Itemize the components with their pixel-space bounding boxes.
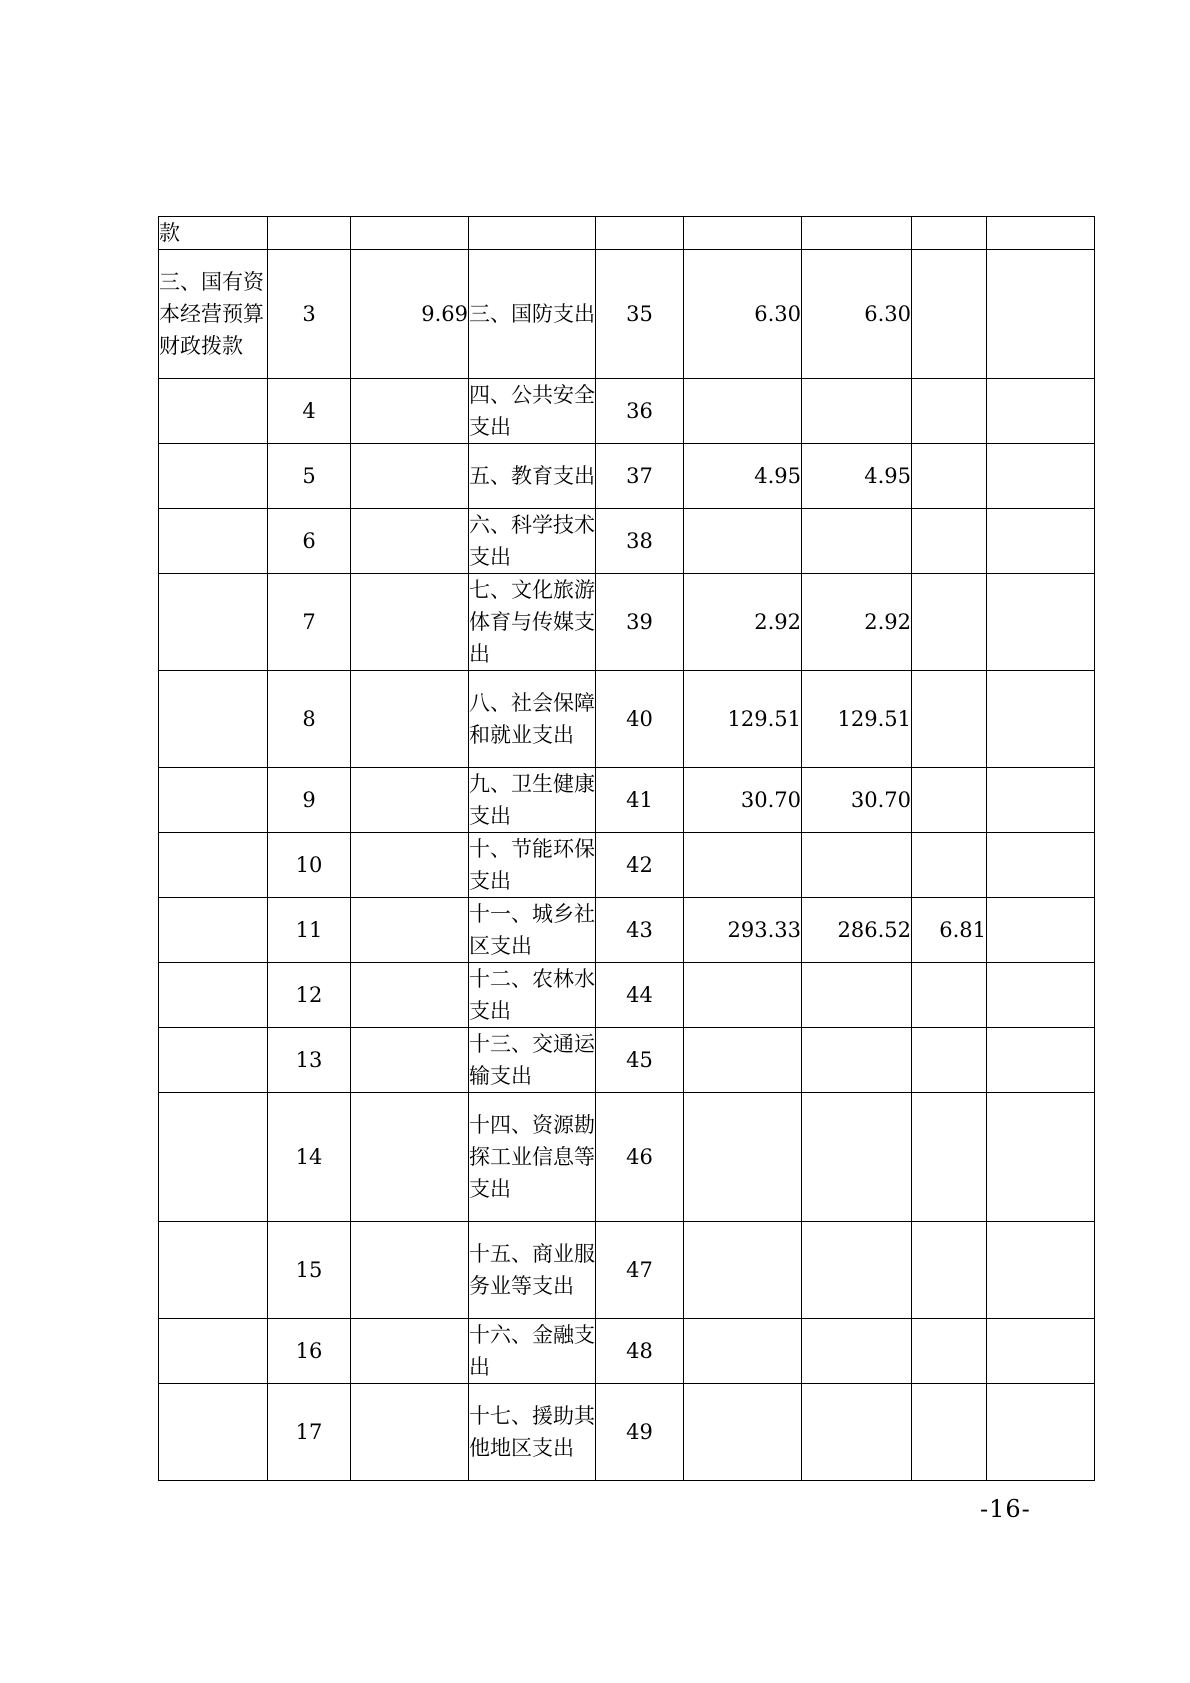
- expense-line-cell: 47: [596, 1222, 684, 1319]
- expense-line-cell: 48: [596, 1319, 684, 1384]
- expense-line-cell: 41: [596, 768, 684, 833]
- fund-budget-cell: [912, 379, 987, 444]
- page-number: -16-: [980, 1495, 1031, 1523]
- income-line-cell: 11: [268, 898, 351, 963]
- income-item-cell: 款: [159, 217, 268, 250]
- total-cell: [684, 1028, 802, 1093]
- expense-line-cell: 46: [596, 1093, 684, 1222]
- capital-budget-cell: [987, 833, 1095, 898]
- general-budget-cell: 286.52: [802, 898, 912, 963]
- income-item-cell: [159, 1093, 268, 1222]
- general-budget-cell: [802, 833, 912, 898]
- table-row: [159, 250, 1095, 379]
- income-line-cell: 4: [268, 379, 351, 444]
- income-line-cell: 6: [268, 509, 351, 574]
- expense-item-cell: 六、科学技术支出: [469, 509, 596, 574]
- fund-budget-cell: [912, 1222, 987, 1319]
- fund-budget-cell: [912, 250, 987, 379]
- total-cell: [684, 1384, 802, 1481]
- income-amount-cell: [351, 833, 469, 898]
- table-row: [159, 1093, 1095, 1222]
- table-row: [159, 963, 1095, 1028]
- general-budget-cell: 129.51: [802, 671, 912, 768]
- table-row: [159, 1319, 1095, 1384]
- capital-budget-cell: [987, 671, 1095, 768]
- general-budget-cell: [802, 1222, 912, 1319]
- income-line-cell: 12: [268, 963, 351, 1028]
- income-amount-cell: [351, 379, 469, 444]
- general-budget-cell: [802, 217, 912, 250]
- fund-budget-cell: [912, 509, 987, 574]
- total-cell: 6.30: [684, 250, 802, 379]
- table-row: [159, 1222, 1095, 1319]
- income-line-cell: 17: [268, 1384, 351, 1481]
- expense-item-cell: 十四、资源勘探工业信息等支出: [469, 1093, 596, 1222]
- expense-line-cell: 35: [596, 250, 684, 379]
- income-amount-cell: 9.69: [351, 250, 469, 379]
- fund-budget-cell: [912, 768, 987, 833]
- general-budget-cell: [802, 963, 912, 1028]
- expense-item-cell: 十七、援助其他地区支出: [469, 1384, 596, 1481]
- income-line-cell: 5: [268, 444, 351, 509]
- expense-line-cell: 43: [596, 898, 684, 963]
- fund-budget-cell: [912, 963, 987, 1028]
- table-row: [159, 1384, 1095, 1481]
- capital-budget-cell: [987, 379, 1095, 444]
- income-item-cell: [159, 444, 268, 509]
- capital-budget-cell: [987, 1319, 1095, 1384]
- income-item-cell: [159, 833, 268, 898]
- general-budget-cell: [802, 379, 912, 444]
- income-amount-cell: [351, 898, 469, 963]
- income-amount-cell: [351, 574, 469, 671]
- general-budget-cell: [802, 1384, 912, 1481]
- capital-budget-cell: [987, 898, 1095, 963]
- income-item-cell: [159, 671, 268, 768]
- fund-budget-cell: [912, 833, 987, 898]
- fund-budget-cell: [912, 444, 987, 509]
- general-budget-cell: 30.70: [802, 768, 912, 833]
- total-cell: 4.95: [684, 444, 802, 509]
- capital-budget-cell: [987, 509, 1095, 574]
- income-line-cell: 8: [268, 671, 351, 768]
- expense-line-cell: 42: [596, 833, 684, 898]
- capital-budget-cell: [987, 444, 1095, 509]
- expense-item-cell: 四、公共安全支出: [469, 379, 596, 444]
- income-line-cell: [268, 217, 351, 250]
- table-row: [159, 444, 1095, 509]
- income-amount-cell: [351, 1319, 469, 1384]
- total-cell: [684, 1319, 802, 1384]
- expense-item-cell: 十二、农林水支出: [469, 963, 596, 1028]
- expense-line-cell: 39: [596, 574, 684, 671]
- fund-budget-cell: [912, 1319, 987, 1384]
- total-cell: 2.92: [684, 574, 802, 671]
- table-row: [159, 574, 1095, 671]
- total-cell: 293.33: [684, 898, 802, 963]
- expense-item-cell: [469, 217, 596, 250]
- fund-budget-cell: [912, 1384, 987, 1481]
- table-row: [159, 671, 1095, 768]
- capital-budget-cell: [987, 217, 1095, 250]
- income-amount-cell: [351, 671, 469, 768]
- income-amount-cell: [351, 1028, 469, 1093]
- fund-budget-cell: [912, 671, 987, 768]
- total-cell: [684, 963, 802, 1028]
- fund-budget-cell: 6.81: [912, 898, 987, 963]
- expense-item-cell: 五、教育支出: [469, 444, 596, 509]
- income-line-cell: 15: [268, 1222, 351, 1319]
- expense-item-cell: 九、卫生健康支出: [469, 768, 596, 833]
- expense-item-cell: 十、节能环保支出: [469, 833, 596, 898]
- table-row: [159, 898, 1095, 963]
- fund-budget-cell: [912, 217, 987, 250]
- total-cell: 30.70: [684, 768, 802, 833]
- table-row: [159, 833, 1095, 898]
- table-row: [159, 1028, 1095, 1093]
- income-line-cell: 14: [268, 1093, 351, 1222]
- general-budget-cell: [802, 1319, 912, 1384]
- capital-budget-cell: [987, 574, 1095, 671]
- expense-line-cell: 38: [596, 509, 684, 574]
- capital-budget-cell: [987, 1093, 1095, 1222]
- income-line-cell: 9: [268, 768, 351, 833]
- total-cell: [684, 1093, 802, 1222]
- income-amount-cell: [351, 444, 469, 509]
- income-item-cell: [159, 768, 268, 833]
- expense-item-cell: 十六、金融支出: [469, 1319, 596, 1384]
- capital-budget-cell: [987, 1384, 1095, 1481]
- income-amount-cell: [351, 768, 469, 833]
- expense-item-cell: 十五、商业服务业等支出: [469, 1222, 596, 1319]
- total-cell: [684, 833, 802, 898]
- table-row: [159, 509, 1095, 574]
- fund-budget-cell: [912, 574, 987, 671]
- fund-budget-cell: [912, 1093, 987, 1222]
- capital-budget-cell: [987, 768, 1095, 833]
- income-line-cell: 13: [268, 1028, 351, 1093]
- general-budget-cell: [802, 1028, 912, 1093]
- budget-table: [158, 216, 1095, 1481]
- general-budget-cell: 4.95: [802, 444, 912, 509]
- income-amount-cell: [351, 1384, 469, 1481]
- expense-item-cell: 十一、城乡社区支出: [469, 898, 596, 963]
- expense-line-cell: 36: [596, 379, 684, 444]
- total-cell: 129.51: [684, 671, 802, 768]
- income-item-cell: [159, 509, 268, 574]
- expense-line-cell: 40: [596, 671, 684, 768]
- total-cell: [684, 379, 802, 444]
- table-row: [159, 768, 1095, 833]
- expense-line-cell: 37: [596, 444, 684, 509]
- income-amount-cell: [351, 509, 469, 574]
- expense-line-cell: 49: [596, 1384, 684, 1481]
- income-item-cell: [159, 1384, 268, 1481]
- income-item-cell: [159, 379, 268, 444]
- general-budget-cell: 6.30: [802, 250, 912, 379]
- expense-item-cell: 八、社会保障和就业支出: [469, 671, 596, 768]
- income-item-cell: [159, 574, 268, 671]
- income-item-cell: [159, 1028, 268, 1093]
- expense-item-cell: 三、国防支出: [469, 250, 596, 379]
- income-item-cell: 三、国有资本经营预算财政拨款: [159, 250, 268, 379]
- income-item-cell: [159, 1319, 268, 1384]
- capital-budget-cell: [987, 1028, 1095, 1093]
- capital-budget-cell: [987, 963, 1095, 1028]
- income-amount-cell: [351, 1222, 469, 1319]
- general-budget-cell: [802, 509, 912, 574]
- capital-budget-cell: [987, 250, 1095, 379]
- income-item-cell: [159, 1222, 268, 1319]
- income-item-cell: [159, 898, 268, 963]
- expense-line-cell: 44: [596, 963, 684, 1028]
- expense-item-cell: 十三、交通运输支出: [469, 1028, 596, 1093]
- income-item-cell: [159, 963, 268, 1028]
- expense-item-cell: 七、文化旅游体育与传媒支出: [469, 574, 596, 671]
- income-amount-cell: [351, 963, 469, 1028]
- income-line-cell: 16: [268, 1319, 351, 1384]
- fund-budget-cell: [912, 1028, 987, 1093]
- total-cell: [684, 1222, 802, 1319]
- table-row: [159, 217, 1095, 250]
- expense-line-cell: 45: [596, 1028, 684, 1093]
- total-cell: [684, 509, 802, 574]
- general-budget-cell: [802, 1093, 912, 1222]
- income-amount-cell: [351, 217, 469, 250]
- table-row: [159, 379, 1095, 444]
- general-budget-cell: 2.92: [802, 574, 912, 671]
- income-line-cell: 3: [268, 250, 351, 379]
- income-line-cell: 10: [268, 833, 351, 898]
- expense-line-cell: [596, 217, 684, 250]
- income-line-cell: 7: [268, 574, 351, 671]
- income-amount-cell: [351, 1093, 469, 1222]
- total-cell: [684, 217, 802, 250]
- capital-budget-cell: [987, 1222, 1095, 1319]
